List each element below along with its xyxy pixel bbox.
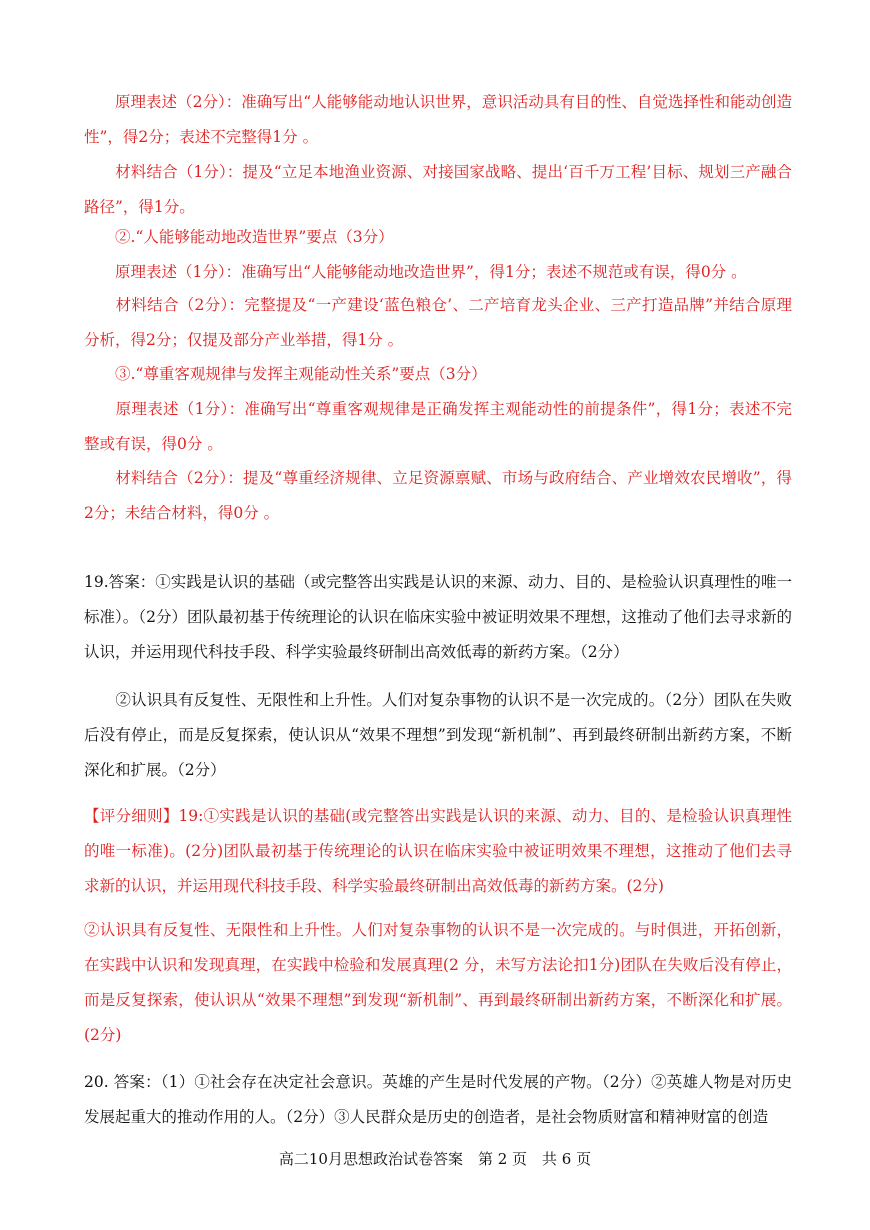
point-heading-3: ③.“尊重客观规律与发挥主观能动性关系”要点（3分） <box>84 365 487 383</box>
page-footer: 高二10月思想政治试卷答案 第 2 页 共 6 页 <box>278 1150 592 1168</box>
answer-19-part-2: ②认识具有反复性、无限性和上升性。人们对复杂事物的认识不是一次完成的。（2分）团队在失败后没有停止，而是反复探索，使认识从“效果不理想”到发现“新机制”、再到最终研制出新药方案，不断深化和扩展。（2分） <box>84 691 792 779</box>
answer-19-part-1: 19.答案：①实践是认识的基础（或完整答出实践是认识的来源、动力、目的、是检验认识真理性的唯一标准）。（2分）团队最初基于传统理论的认识在临床实验中被证明效果不理想，这推动了他们去寻求新的认识，并运用现代科技手段、科学实验最终研制出高效低毒的新药方案。（2分） <box>84 573 792 661</box>
scoring-rules-19-part-2: ②认识具有反复性、无限性和上升性。人们对复杂事物的认识不是一次完成的。与时俱进，开拓创新， 在实践中认识和发现真理，在实践中检验和发展真理(2 分，未写方法论扣1分)团队在失败后没有停止，而是反复探索，使认识从“效果不理想”到发现“新机制”、再到最终研制出新药方案，不断深化和扩展。(2分) <box>84 921 792 1044</box>
material-paragraph-2: 材料结合（2分）：完整提及“一产建设‘蓝色粮仓’、二产培育龙头企业、三产打造品牌”并结合原理分析，得2分；仅提及部分产业举措，得1分 。 <box>84 296 792 349</box>
material-paragraph-3: 材料结合（2分）：提及“尊重经济规律、立足资源禀赋、市场与政府结合、产业增效农民增收”，得2分；未结合材料，得0分 。 <box>84 469 792 522</box>
answer-20-part-1: 20. 答案：（1）①社会存在决定社会意识。英雄的产生是时代发展的产物。（2分）②英雄人物是对历史发展起重大的推动作用的人。（2分）③人民群众是历史的创造者，是社会物质财富和精神财富的创造 <box>84 1073 792 1126</box>
scoring-rules-text: 19:①实践是认识的基础(或完整答出实践是认识的来源、动力、目的、是检验认识真理性的唯一标准)。(2分)团队最初基于传统理论的认识在临床实验中被证明效果不理想，这推动了他们去寻求新的认识，并运用现代科技手段、科学实验最终研制出高效低毒的新药方案。(2分) <box>84 807 792 895</box>
principle-paragraph-3: 原理表述（1分）：准确写出“尊重客观规律是正确发挥主观能动性的前提条件”，得1分；表述不完整或有误，得0分 。 <box>84 400 792 453</box>
principle-paragraph-2: 原理表述（1分）：准确写出“人能够能动地改造世界”，得1分；表述不规范或有误，得0分 。 <box>84 263 747 281</box>
principle-paragraph-1: 原理表述（2分）：准确写出“人能够能动地认识世界，意识活动具有目的性、自觉选择性和能动创造性”，得2分；表述不完整得1分 。 <box>84 93 792 146</box>
point-heading-2: ②.“人能够能动地改造世界”要点（3分） <box>84 228 394 246</box>
material-paragraph-1: 材料结合（1分）：提及“立足本地渔业资源、对接国家战略、提出‘百千万工程’目标、规划三产融合路径”，得1分。 <box>84 163 792 216</box>
scoring-rules-tag: 【评分细则】 <box>84 807 179 825</box>
scoring-rules-19-part-1 <box>84 799 792 904</box>
